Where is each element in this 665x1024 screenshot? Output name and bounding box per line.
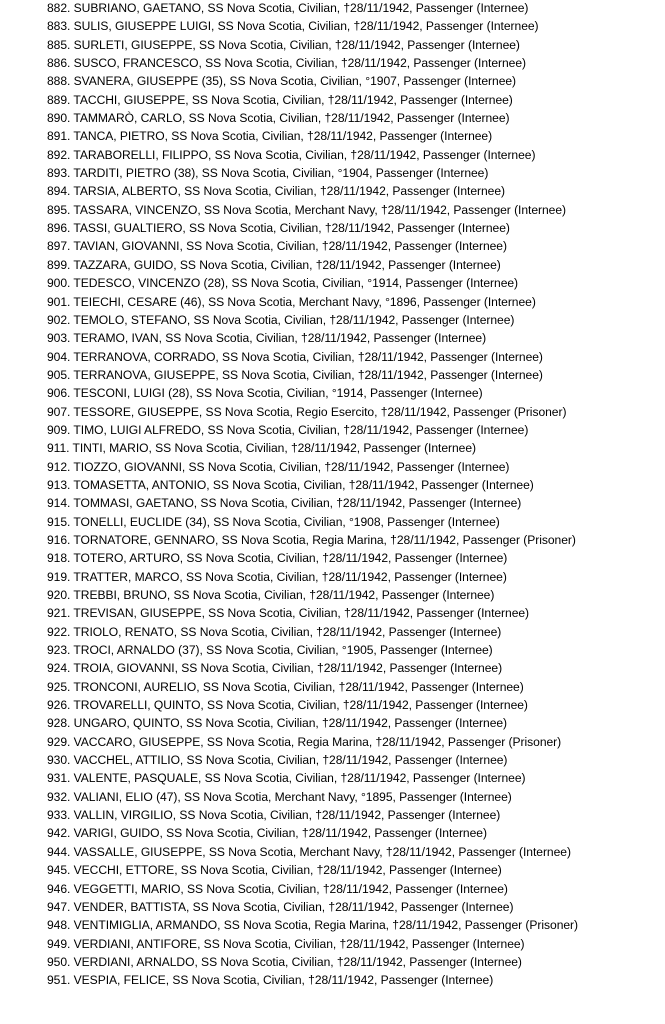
list-item: 946. VEGGETTI, MARIO, SS Nova Scotia, Civilian, †28/11/1942, Passenger (Internee) <box>47 881 508 896</box>
list-item: 924. TROIA, GIOVANNI, SS Nova Scotia, Civilian, †28/11/1942, Passenger (Internee) <box>47 661 503 676</box>
list-item: 933. VALLIN, VIRGILIO, SS Nova Scotia, Civilian, †28/11/1942, Passenger (Internee) <box>47 808 501 823</box>
list-item: 930. VACCHEL, ATTILIO, SS Nova Scotia, Civilian, †28/11/1942, Passenger (Internee) <box>47 753 508 768</box>
list-item: 888. SVANERA, GIUSEPPE (35), SS Nova Scotia, Civilian, °1907, Passenger (Internee) <box>47 74 517 89</box>
list-item: 901. TEIECHI, CESARE (46), SS Nova Scotia, Merchant Navy, °1896, Passenger (Internee) <box>47 294 536 309</box>
list-item: 931. VALENTE, PASQUALE, SS Nova Scotia, Civilian, †28/11/1942, Passenger (Internee) <box>47 771 526 786</box>
list-item: 904. TERRANOVA, CORRADO, SS Nova Scotia, Civilian, †28/11/1942, Passenger (Internee) <box>47 349 543 364</box>
list-item: 947. VENDER, BATTISTA, SS Nova Scotia, Civilian, †28/11/1942, Passenger (Internee) <box>47 899 514 914</box>
list-item: 906. TESCONI, LUIGI (28), SS Nova Scotia, Civilian, °1914, Passenger (Internee) <box>47 386 483 401</box>
list-item: 886. SUSCO, FRANCESCO, SS Nova Scotia, Civilian, †28/11/1942, Passenger (Internee) <box>47 56 526 71</box>
list-item: 922. TRIOLO, RENATO, SS Nova Scotia, Civilian, †28/11/1942, Passenger (Internee) <box>47 624 502 639</box>
list-item: 915. TONELLI, EUCLIDE (34), SS Nova Scotia, Civilian, °1908, Passenger (Internee) <box>47 514 500 529</box>
list-item: 949. VERDIANI, ANTIFORE, SS Nova Scotia, Civilian, †28/11/1942, Passenger (Internee) <box>47 936 525 951</box>
list-item: 892. TARABORELLI, FILIPPO, SS Nova Scotia, Civilian, †28/11/1942, Passenger (Internee) <box>47 147 536 162</box>
list-item: 920. TREBBI, BRUNO, SS Nova Scotia, Civilian, †28/11/1942, Passenger (Internee) <box>47 588 495 602</box>
list-item: 907. TESSORE, GIUSEPPE, SS Nova Scotia, Regio Esercito, †28/11/1942, Passenger (Prisoner) <box>47 404 567 419</box>
list-item: 950. VERDIANI, ARNALDO, SS Nova Scotia, Civilian, †28/11/1942, Passenger (Internee) <box>47 954 522 969</box>
list-item: 883. SULIS, GIUSEPPE LUIGI, SS Nova Scotia, Civilian, †28/11/1942, Passenger (Internee) <box>47 19 539 34</box>
list-item: 897. TAVIAN, GIOVANNI, SS Nova Scotia, Civilian, †28/11/1942, Passenger (Internee) <box>47 239 507 254</box>
list-item: 942. VARIGI, GUIDO, SS Nova Scotia, Civilian, †28/11/1942, Passenger (Internee) <box>47 826 487 841</box>
list-item: 928. UNGARO, QUINTO, SS Nova Scotia, Civilian, †28/11/1942, Passenger (Internee) <box>47 716 508 731</box>
list-item: 889. TACCHI, GIUSEPPE, SS Nova Scotia, Civilian, †28/11/1942, Passenger (Internee) <box>47 92 513 107</box>
list-item: 911. TINTI, MARIO, SS Nova Scotia, Civilian, †28/11/1942, Passenger (Internee) <box>47 441 476 456</box>
list-item: 905. TERRANOVA, GIUSEPPE, SS Nova Scotia, Civilian, †28/11/1942, Passenger (Internee) <box>47 367 543 382</box>
list-item: 903. TERAMO, IVAN, SS Nova Scotia, Civilian, †28/11/1942, Passenger (Internee) <box>47 331 487 346</box>
list-item: 895. TASSARA, VINCENZO, SS Nova Scotia, Merchant Navy, †28/11/1942, Passenger (Internee) <box>47 202 567 217</box>
list-item: 894. TARSIA, ALBERTO, SS Nova Scotia, Civilian, †28/11/1942, Passenger (Internee) <box>47 184 506 199</box>
list-item: 916. TORNATORE, GENNARO, SS Nova Scotia, Regia Marina, †28/11/1942, Passenger (Prisoner) <box>47 532 576 547</box>
list-item: 882. SUBRIANO, GAETANO, SS Nova Scotia, Civilian, †28/11/1942, Passenger (Internee) <box>47 1 529 15</box>
list-item: 896. TASSI, GUALTIERO, SS Nova Scotia, Civilian, †28/11/1942, Passenger (Internee) <box>47 221 510 236</box>
list-item: 929. VACCARO, GIUSEPPE, SS Nova Scotia, Regia Marina, †28/11/1942, Passenger (Prisoner) <box>47 734 562 749</box>
list-item: 899. TAZZARA, GUIDO, SS Nova Scotia, Civilian, †28/11/1942, Passenger (Internee) <box>47 257 501 272</box>
list-item: 923. TROCI, ARNALDO (37), SS Nova Scotia, Civilian, °1905, Passenger (Internee) <box>47 643 493 658</box>
list-item: 912. TIOZZO, GIOVANNI, SS Nova Scotia, Civilian, †28/11/1942, Passenger (Internee) <box>47 459 510 474</box>
list-item: 893. TARDITI, PIETRO (38), SS Nova Scotia, Civilian, °1904, Passenger (Internee) <box>47 166 489 181</box>
list-item: 891. TANCA, PIETRO, SS Nova Scotia, Civilian, †28/11/1942, Passenger (Internee) <box>47 129 493 144</box>
list-item: 921. TREVISAN, GIUSEPPE, SS Nova Scotia, Civilian, †28/11/1942, Passenger (Internee) <box>47 606 530 621</box>
list-item: 951. VESPIA, FELICE, SS Nova Scotia, Civilian, †28/11/1942, Passenger (Internee) <box>47 973 494 988</box>
list-item: 909. TIMO, LUIGI ALFREDO, SS Nova Scotia, Civilian, †28/11/1942, Passenger (Internee) <box>47 422 529 437</box>
list-item: 945. VECCHI, ETTORE, SS Nova Scotia, Civilian, †28/11/1942, Passenger (Internee) <box>47 863 502 878</box>
list-item: 932. VALIANI, ELIO (47), SS Nova Scotia, Merchant Navy, °1895, Passenger (Internee) <box>47 789 512 804</box>
list-item: 885. SURLETI, GIUSEPPE, SS Nova Scotia, Civilian, †28/11/1942, Passenger (Internee) <box>47 37 520 52</box>
list-item: 948. VENTIMIGLIA, ARMANDO, SS Nova Scotia, Regia Marina, †28/11/1942, Passenger (Prisoner) <box>47 918 578 933</box>
list-item: 890. TAMMARÒ, CARLO, SS Nova Scotia, Civilian, †28/11/1942, Passenger (Internee) <box>47 111 510 126</box>
list-item: 914. TOMMASI, GAETANO, SS Nova Scotia, Civilian, †28/11/1942, Passenger (Internee) <box>47 496 522 511</box>
list-item: 926. TROVARELLI, QUINTO, SS Nova Scotia, Civilian, †28/11/1942, Passenger (Internee) <box>47 698 528 713</box>
list-item: 918. TOTERO, ARTURO, SS Nova Scotia, Civilian, †28/11/1942, Passenger (Internee) <box>47 551 508 566</box>
list-item: 900. TEDESCO, VINCENZO (28), SS Nova Scotia, Civilian, °1914, Passenger (Internee) <box>47 276 519 291</box>
casualty-list <box>47 0 659 990</box>
list-item: 919. TRATTER, MARCO, SS Nova Scotia, Civilian, †28/11/1942, Passenger (Internee) <box>47 569 507 584</box>
list-item: 944. VASSALLE, GIUSEPPE, SS Nova Scotia, Merchant Navy, †28/11/1942, Passenger (Internee) <box>47 844 571 859</box>
list-item: 925. TRONCONI, AURELIO, SS Nova Scotia, Civilian, †28/11/1942, Passenger (Internee) <box>47 679 524 694</box>
list-item: 902. TEMOLO, STEFANO, SS Nova Scotia, Civilian, †28/11/1942, Passenger (Internee) <box>47 312 515 327</box>
list-item: 913. TOMASETTA, ANTONIO, SS Nova Scotia, Civilian, †28/11/1942, Passenger (Internee) <box>47 477 534 492</box>
